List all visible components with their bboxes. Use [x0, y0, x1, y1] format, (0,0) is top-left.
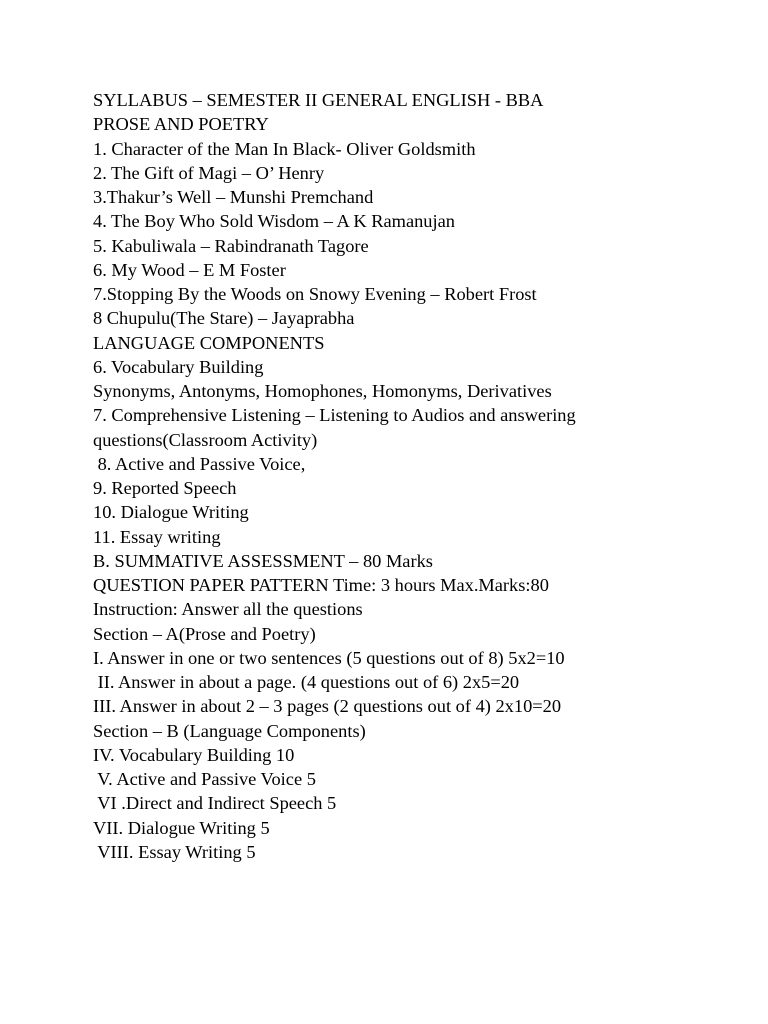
syllabus-text — [93, 88, 753, 864]
list-item: 5. Kabuliwala – Rabindranath Tagore — [93, 235, 369, 256]
instruction-text: Instruction: Answer all the questions — [93, 599, 363, 620]
list-item: 1. Character of the Man In Black- Oliver Goldsmith — [93, 138, 476, 159]
section-heading-a: Section – A(Prose and Poetry) — [93, 623, 316, 644]
list-item: 7. Comprehensive Listening – Listening to Audios and answering — [93, 405, 576, 426]
list-item: Synonyms, Antonyms, Homophones, Homonyms, Derivatives — [93, 381, 552, 401]
list-item: 9. Reported Speech — [93, 478, 237, 498]
list-item: 3.Thakur’s Well – Munshi Premchand — [93, 187, 374, 207]
syllabus-title: SYLLABUS – SEMESTER II GENERAL ENGLISH - BBA — [93, 90, 544, 110]
list-item: 11. Essay writing — [93, 526, 221, 547]
list-item: 4. The Boy Who Sold Wisdom – A K Ramanujan — [93, 211, 455, 232]
list-item: questions(Classroom Activity) — [93, 429, 318, 450]
section-heading-b: Section – B (Language Components) — [93, 720, 366, 741]
list-item: VIII. Essay Writing 5 — [93, 841, 256, 862]
list-item: II. Answer in about a page. (4 questions out of 6) 2x5=20 — [93, 672, 520, 692]
section-heading-language-components: LANGUAGE COMPONENTS — [93, 332, 325, 353]
list-item: III. Answer in about 2 – 3 pages (2 questions out of 4) 2x10=20 — [93, 696, 562, 717]
list-item: VI .Direct and Indirect Speech 5 — [93, 793, 337, 814]
list-item: 6. Vocabulary Building — [93, 356, 264, 377]
list-item: I. Answer in one or two sentences (5 questions out of 8) 5x2=10 — [93, 647, 565, 668]
list-item: V. Active and Passive Voice 5 — [93, 769, 316, 789]
list-item: 8. Active and Passive Voice, — [93, 453, 306, 474]
list-item: 6. My Wood – E M Foster — [93, 259, 286, 280]
list-item: 8 Chupulu(The Stare) – Jayaprabha — [93, 308, 355, 329]
list-item: IV. Vocabulary Building 10 — [93, 744, 295, 765]
list-item: 7.Stopping By the Woods on Snowy Evening – Robert Frost — [93, 284, 537, 304]
list-item: 2. The Gift of Magi – O’ Henry — [93, 162, 325, 183]
section-heading-summative-assessment: B. SUMMATIVE ASSESSMENT – 80 Marks — [93, 550, 433, 571]
list-item: 10. Dialogue Writing — [93, 502, 249, 523]
question-paper-pattern: QUESTION PAPER PATTERN Time: 3 hours Max.Marks:80 — [93, 575, 549, 595]
list-item: VII. Dialogue Writing 5 — [93, 817, 270, 838]
section-heading-prose-poetry: PROSE AND POETRY — [93, 114, 269, 135]
